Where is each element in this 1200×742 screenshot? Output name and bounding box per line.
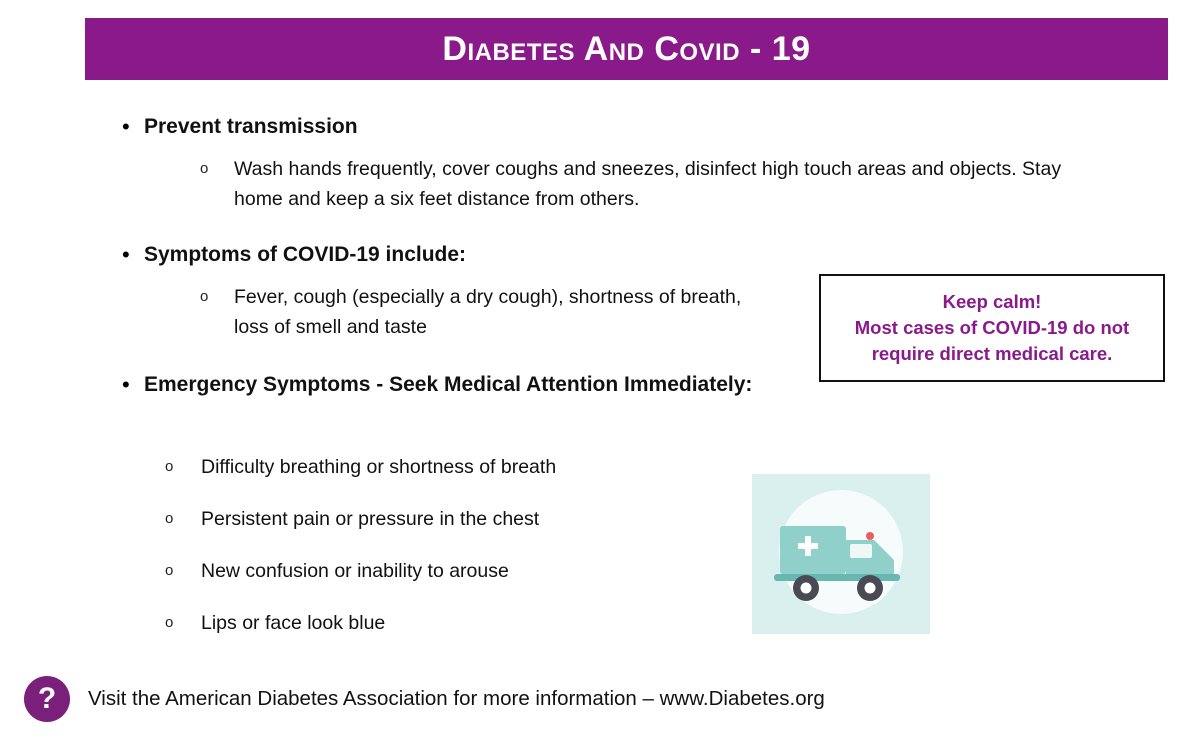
subbullet-text: Wash hands frequently, cover coughs and sneezes, disinfect high touch areas and objects. Stay home and keep a six feet distance from others. [234,158,1062,210]
subbullet-emergency-4 [165,610,1200,636]
ambulance-illustration [752,474,930,634]
footer-text: Visit the American Diabetes Association for more information – www.Diabetes.org [88,687,825,710]
subbullet-emergency-3 [165,558,1200,584]
page-title: Diabetes And Covid - 19 [442,29,811,68]
spacer [0,406,1200,428]
bullet-dot-icon: • [122,372,130,397]
subbullet-text: Difficulty breathing or shortness of breath [201,456,557,478]
footer [24,676,825,722]
callout-line-2: Most cases of COVID-19 do not [854,317,1130,338]
bullet-circle-icon: o [165,458,174,475]
bullet-heading: Prevent transmission [144,115,358,138]
subbullet-prevent-transmission-1 [200,154,1200,214]
bullet-symptoms [122,240,1200,270]
subbullet-emergency-1 [165,454,1200,480]
subbullet-text: Persistent pain or pressure in the chest [201,508,540,530]
bullet-prevent-transmission [122,112,1200,142]
callout-line-1: Keep calm! [942,291,1042,312]
spacer [0,214,1200,240]
callout-line-3: require direct medical care. [871,343,1113,364]
bullet-dot-icon: • [122,114,130,139]
bullet-circle-icon: o [165,562,174,579]
question-mark-icon: ? [24,676,70,722]
bullet-dot-icon: • [122,242,130,267]
subbullet-text: Lips or face look blue [201,612,386,634]
bullet-heading: Emergency Symptoms - Seek Medical Attention Immediately: [144,373,753,396]
bullet-heading: Symptoms of COVID-19 include: [144,243,467,266]
bullet-circle-icon: o [165,510,174,527]
callout-box [819,274,1165,382]
bullet-circle-icon: o [200,288,209,305]
subbullet-text: Fever, cough (especially a dry cough), shortness of breath, loss of smell and taste [234,286,742,338]
bullet-circle-icon: o [165,614,174,631]
subbullet-text: New confusion or inability to arouse [201,560,509,582]
bullet-circle-icon: o [200,160,209,177]
title-banner [85,18,1168,80]
subbullet-emergency-2 [165,506,1200,532]
